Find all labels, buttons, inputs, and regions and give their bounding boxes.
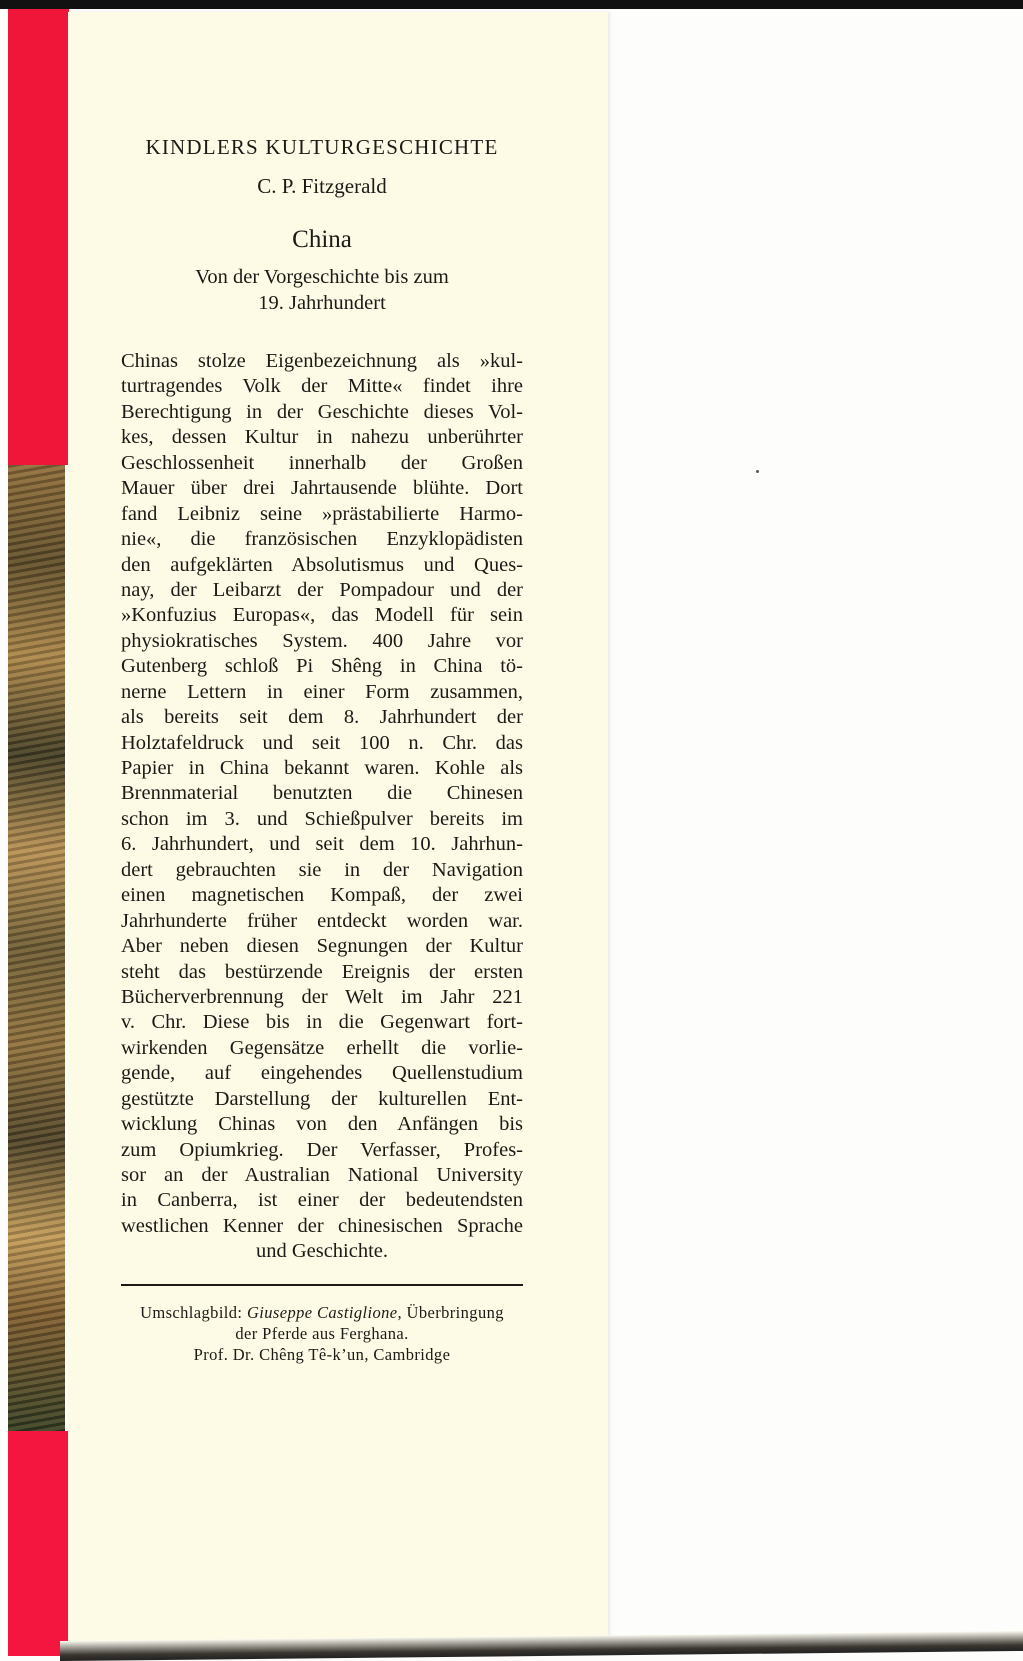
series-title: KINDLERS KULTURGESCHICHTE bbox=[145, 135, 499, 159]
blurb-line: Gutenberg schloß Pi Shêng in China tö- bbox=[121, 655, 523, 678]
blurb-line: dert gebrauchten sie in der Navigation bbox=[121, 858, 523, 881]
blurb-line: Geschlossenheit innerhalb der Großen bbox=[121, 451, 523, 474]
blurb-line: Chinas stolze Eigenbezeichnung als »kul- bbox=[121, 350, 523, 372]
blurb-line: in Canberra, ist einer der bedeutendsten bbox=[121, 1189, 523, 1212]
blurb-line: nerne Lettern in einer Form zusammen, bbox=[121, 680, 523, 703]
blurb-line: wicklung Chinas von den Anfängen bis bbox=[121, 1113, 523, 1136]
blurb-line: schon im 3. und Schießpulver bereits im bbox=[121, 807, 523, 830]
blurb-line: sor an der Australian National University bbox=[121, 1164, 523, 1186]
blurb-line: »Konfuzius Europas«, das Modell für sein bbox=[121, 604, 523, 627]
credits-artist: Giuseppe Castiglione, bbox=[246, 1303, 403, 1322]
credits-work: Überbringung bbox=[406, 1303, 504, 1322]
blurb-line: gende, auf eingehendes Quellenstudium bbox=[121, 1062, 523, 1085]
blurb-line: v. Chr. Diese bis in die Gegenwart fort- bbox=[121, 1011, 523, 1034]
blurb-line: Brennmaterial benutzten die Chinesen bbox=[121, 782, 523, 805]
subtitle-line: Von der Vorgeschichte bis zum bbox=[195, 266, 449, 288]
blurb-line: kes, dessen Kultur in nahezu unberührter bbox=[121, 426, 523, 449]
blurb-line: Jahrhunderte früher entdeckt worden war. bbox=[121, 909, 523, 932]
blurb-line: wirkenden Gegensätze erhellt die vorlie- bbox=[121, 1036, 523, 1059]
blurb-text bbox=[121, 349, 523, 1265]
blurb-line: den aufgeklärten Absolutismus und Ques- bbox=[121, 553, 523, 576]
blurb-line: gestützte Darstellung der kulturellen Ent- bbox=[121, 1087, 523, 1110]
blurb-line: steht das bestürzende Ereignis der ersten bbox=[121, 960, 523, 983]
blurb-line: Aber neben diesen Segnungen der Kultur bbox=[121, 935, 523, 958]
credits-label: Umschlagbild: bbox=[140, 1303, 243, 1322]
blurb-line: und Geschichte. bbox=[255, 1240, 389, 1263]
credits-work-cont: der Pferde aus Ferghana. bbox=[235, 1324, 409, 1343]
blurb-line: Holztafeldruck und seit 100 n. Chr. das bbox=[121, 731, 523, 754]
blurb-line: physiokratisches System. 400 Jahre vor bbox=[121, 629, 523, 652]
spine-red-band-bottom bbox=[8, 1431, 68, 1656]
cover-credits bbox=[115, 1302, 529, 1365]
blurb-line: 6. Jahrhundert, und seit dem 10. Jahrhun- bbox=[121, 833, 523, 856]
blurb-line: einen magnetischen Kompaß, der zwei bbox=[121, 884, 523, 907]
blurb-line: zum Opiumkrieg. Der Verfasser, Profes- bbox=[121, 1138, 523, 1161]
book-subtitle bbox=[121, 264, 523, 316]
book-title: China bbox=[292, 226, 352, 253]
blurb-line: Papier in China bekannt waren. Kohle als bbox=[121, 757, 523, 779]
blurb-line: fand Leibniz seine »prästabilierte Harmo- bbox=[121, 502, 523, 525]
dust-speck bbox=[756, 470, 759, 473]
credits-owner: Prof. Dr. Chêng Tê-k’un, Cambridge bbox=[193, 1345, 451, 1364]
spine-cover-painting bbox=[8, 465, 65, 1431]
blurb-line: Mauer über drei Jahrtausende blühte. Dort bbox=[121, 477, 523, 500]
blurb-line: westlichen Kenner der chinesischen Sprache bbox=[121, 1214, 523, 1237]
divider-rule bbox=[121, 1284, 523, 1286]
spine-red-band-top bbox=[8, 9, 69, 465]
blurb-line: Bücherverbrennung der Welt im Jahr 221 bbox=[121, 985, 523, 1008]
blurb-line: nie«, die französischen Enzyklopädisten bbox=[121, 528, 523, 551]
blurb-line: nay, der Leibarzt der Pompadour und der bbox=[121, 578, 523, 601]
scan-top-edge bbox=[0, 0, 1023, 9]
blurb-line: Berechtigung in der Geschichte dieses Vol- bbox=[121, 400, 523, 423]
author: C. P. Fitzgerald bbox=[257, 174, 387, 198]
blurb-line: turtragendes Volk der Mitte« findet ihre bbox=[121, 375, 523, 398]
subtitle-line: 19. Jahrhundert bbox=[258, 292, 386, 314]
blurb-line: als bereits seit dem 8. Jahrhundert der bbox=[121, 706, 523, 729]
